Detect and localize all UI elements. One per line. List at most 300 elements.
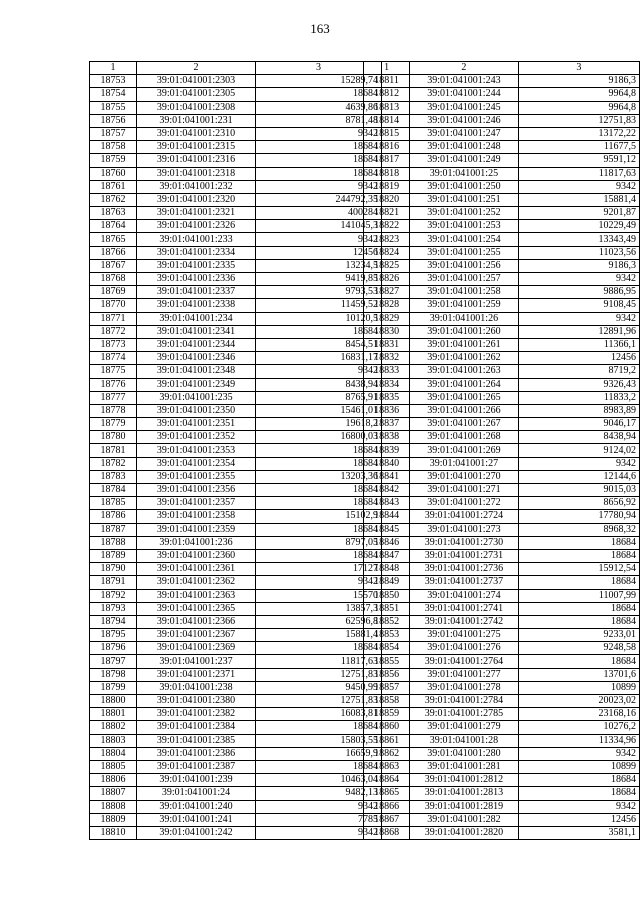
row-number-cell: 18792 <box>90 589 137 602</box>
cadastral-number-cell: 39:01:041001:2357 <box>137 497 256 510</box>
table-row <box>364 563 640 576</box>
row-number-cell: 18836 <box>364 404 410 417</box>
table-row <box>364 259 640 272</box>
cadastral-number-cell: 39:01:041001:261 <box>410 338 519 351</box>
cadastral-number-cell: 39:01:041001:274 <box>410 589 519 602</box>
value-cell: 8797,05 <box>256 536 382 549</box>
value-cell: 18684 <box>518 655 639 668</box>
cadastral-number-cell: 39:01:041001:245 <box>410 101 519 114</box>
row-number-cell: 18859 <box>364 708 410 721</box>
table-row <box>364 708 640 721</box>
cadastral-number-cell: 39:01:041001:2308 <box>137 101 256 114</box>
table-row <box>364 207 640 220</box>
value-cell: 18684 <box>256 549 382 562</box>
table-row <box>90 352 382 365</box>
cadastral-number-cell: 39:01:041001:2362 <box>137 576 256 589</box>
cadastral-number-cell: 39:01:041001:264 <box>410 378 519 391</box>
cadastral-number-cell: 39:01:041001:263 <box>410 365 519 378</box>
cadastral-number-cell: 39:01:041001:254 <box>410 233 519 246</box>
table-row <box>364 233 640 246</box>
cadastral-number-cell: 39:01:041001:266 <box>410 404 519 417</box>
row-number-cell: 18868 <box>364 826 410 839</box>
cadastral-number-cell: 39:01:041001:2346 <box>137 352 256 365</box>
value-cell: 9046,17 <box>518 418 639 431</box>
cadastral-number-cell: 39:01:041001:2369 <box>137 642 256 655</box>
table-row <box>364 813 640 826</box>
cadastral-number-cell: 39:01:041001:2382 <box>137 708 256 721</box>
row-number-cell: 18802 <box>90 721 137 734</box>
table-row <box>90 75 382 88</box>
value-cell: 9342 <box>518 312 639 325</box>
value-cell: 16083,81 <box>256 708 382 721</box>
row-number-cell: 18797 <box>90 655 137 668</box>
value-cell: 9124,02 <box>518 444 639 457</box>
value-cell: 18684 <box>518 774 639 787</box>
table-row <box>90 589 382 602</box>
cadastral-number-cell: 39:01:041001:2320 <box>137 193 256 206</box>
value-cell: 18684 <box>256 154 382 167</box>
row-number-cell: 18801 <box>90 708 137 721</box>
table-row <box>90 299 382 312</box>
row-number-cell: 18857 <box>364 681 410 694</box>
row-number-cell: 18841 <box>364 470 410 483</box>
table-row <box>364 800 640 813</box>
cadastral-number-cell: 39:01:041001:2341 <box>137 325 256 338</box>
row-number-cell: 18767 <box>90 259 137 272</box>
value-cell: 16831,17 <box>256 352 382 365</box>
cadastral-number-cell: 39:01:041001:2785 <box>410 708 519 721</box>
table-row <box>90 734 382 747</box>
table-row <box>364 589 640 602</box>
value-cell: 9482,13 <box>256 787 382 800</box>
row-number-cell: 18812 <box>364 88 410 101</box>
cadastral-number-cell: 39:01:041001:277 <box>410 668 519 681</box>
table-row <box>364 787 640 800</box>
value-cell: 12144,6 <box>518 470 639 483</box>
cadastral-number-cell: 39:01:041001:237 <box>137 655 256 668</box>
table-row <box>364 338 640 351</box>
table-row <box>90 695 382 708</box>
value-cell: 9450,99 <box>256 681 382 694</box>
table-row <box>90 180 382 193</box>
cadastral-number-cell: 39:01:041001:234 <box>137 312 256 325</box>
cadastral-number-cell: 39:01:041001:255 <box>410 246 519 259</box>
value-cell: 18684 <box>256 523 382 536</box>
row-number-cell: 18813 <box>364 101 410 114</box>
row-number-cell: 18840 <box>364 457 410 470</box>
table-row <box>364 325 640 338</box>
value-cell: 11817,63 <box>256 655 382 668</box>
cadastral-number-cell: 39:01:041001:2353 <box>137 444 256 457</box>
table-row <box>364 193 640 206</box>
value-cell: 8781,48 <box>256 114 382 127</box>
cadastral-number-cell: 39:01:041001:2305 <box>137 88 256 101</box>
cadastral-number-cell: 39:01:041001:282 <box>410 813 519 826</box>
cadastral-number-cell: 39:01:041001:24 <box>137 787 256 800</box>
column-header: 2 <box>410 62 519 75</box>
row-number-cell: 18769 <box>90 286 137 299</box>
row-number-cell: 18789 <box>90 549 137 562</box>
row-number-cell: 18794 <box>90 615 137 628</box>
table-row <box>364 273 640 286</box>
row-number-cell: 18806 <box>90 774 137 787</box>
row-number-cell: 18811 <box>364 75 410 88</box>
table-row <box>90 325 382 338</box>
table-row <box>90 470 382 483</box>
value-cell: 8454,51 <box>256 338 382 351</box>
table-row <box>364 523 640 536</box>
cadastral-number-cell: 39:01:041001:2371 <box>137 668 256 681</box>
value-cell: 18684 <box>256 484 382 497</box>
cadastral-number-cell: 39:01:041001:2344 <box>137 338 256 351</box>
cadastral-number-cell: 39:01:041001:2352 <box>137 431 256 444</box>
table-row <box>90 576 382 589</box>
cadastral-number-cell: 39:01:041001:252 <box>410 207 519 220</box>
table-row <box>90 602 382 615</box>
cadastral-number-cell: 39:01:041001:2354 <box>137 457 256 470</box>
table-row <box>90 365 382 378</box>
table-row <box>364 365 640 378</box>
row-number-cell: 18862 <box>364 747 410 760</box>
table-row <box>90 114 382 127</box>
row-number-cell: 18798 <box>90 668 137 681</box>
row-number-cell: 18832 <box>364 352 410 365</box>
table-row <box>364 734 640 747</box>
value-cell: 10463,04 <box>256 774 382 787</box>
value-cell: 18684 <box>256 167 382 180</box>
data-table-left <box>89 61 382 840</box>
cadastral-number-cell: 39:01:041001:271 <box>410 484 519 497</box>
value-cell: 9591,12 <box>518 154 639 167</box>
table-row <box>364 75 640 88</box>
cadastral-number-cell: 39:01:041001:2820 <box>410 826 519 839</box>
table-row <box>364 88 640 101</box>
cadastral-number-cell: 39:01:041001:248 <box>410 141 519 154</box>
cadastral-number-cell: 39:01:041001:242 <box>137 826 256 839</box>
row-number-cell: 18818 <box>364 167 410 180</box>
value-cell: 12456 <box>518 352 639 365</box>
table-row <box>90 826 382 839</box>
cadastral-number-cell: 39:01:041001:2365 <box>137 602 256 615</box>
row-number-cell: 18863 <box>364 760 410 773</box>
row-number-cell: 18809 <box>90 813 137 826</box>
value-cell: 8656,92 <box>518 497 639 510</box>
cadastral-number-cell: 39:01:041001:2351 <box>137 418 256 431</box>
row-number-cell: 18754 <box>90 88 137 101</box>
row-number-cell: 18757 <box>90 127 137 140</box>
cadastral-number-cell: 39:01:041001:2337 <box>137 286 256 299</box>
row-number-cell: 18823 <box>364 233 410 246</box>
cadastral-number-cell: 39:01:041001:278 <box>410 681 519 694</box>
value-cell: 8765,91 <box>256 391 382 404</box>
value-cell: 8968,32 <box>518 523 639 536</box>
value-cell: 12751,83 <box>518 114 639 127</box>
value-cell: 8438,94 <box>518 431 639 444</box>
table-row <box>90 457 382 470</box>
cadastral-number-cell: 39:01:041001:2366 <box>137 615 256 628</box>
table-row <box>364 286 640 299</box>
value-cell: 11007,99 <box>518 589 639 602</box>
table-row <box>90 629 382 642</box>
value-cell: 13203,36 <box>256 470 382 483</box>
value-cell: 23168,16 <box>518 708 639 721</box>
cadastral-number-cell: 39:01:041001:2742 <box>410 615 519 628</box>
row-number-cell: 18829 <box>364 312 410 325</box>
value-cell: 11334,96 <box>518 734 639 747</box>
value-cell: 15461,01 <box>256 404 382 417</box>
cadastral-number-cell: 39:01:041001:2737 <box>410 576 519 589</box>
cadastral-number-cell: 39:01:041001:2784 <box>410 695 519 708</box>
table-row <box>90 615 382 628</box>
value-cell: 19618,2 <box>256 418 382 431</box>
table-row <box>364 312 640 325</box>
cadastral-number-cell: 39:01:041001:2316 <box>137 154 256 167</box>
value-cell: 9342 <box>518 273 639 286</box>
row-number-cell: 18831 <box>364 338 410 351</box>
value-cell: 9342 <box>518 747 639 760</box>
cadastral-number-cell: 39:01:041001:2334 <box>137 246 256 259</box>
table-row <box>364 391 640 404</box>
table-row <box>364 642 640 655</box>
cadastral-number-cell: 39:01:041001:233 <box>137 233 256 246</box>
value-cell: 18684 <box>256 325 382 338</box>
cadastral-number-cell: 39:01:041001:236 <box>137 536 256 549</box>
table-row <box>364 114 640 127</box>
row-number-cell: 18858 <box>364 695 410 708</box>
row-number-cell: 18828 <box>364 299 410 312</box>
table-row <box>364 470 640 483</box>
cadastral-number-cell: 39:01:041001:2303 <box>137 75 256 88</box>
value-cell: 18684 <box>518 576 639 589</box>
table-row <box>364 404 640 417</box>
row-number-cell: 18783 <box>90 470 137 483</box>
value-cell: 10899 <box>518 760 639 773</box>
value-cell: 4639,86 <box>256 101 382 114</box>
row-number-cell: 18865 <box>364 787 410 800</box>
table-row <box>90 220 382 233</box>
cadastral-number-cell: 39:01:041001:262 <box>410 352 519 365</box>
row-number-cell: 18761 <box>90 180 137 193</box>
row-number-cell: 18845 <box>364 523 410 536</box>
value-cell: 13857,3 <box>256 602 382 615</box>
cadastral-number-cell: 39:01:041001:2361 <box>137 563 256 576</box>
table-row <box>364 484 640 497</box>
table-row <box>90 510 382 523</box>
cadastral-number-cell: 39:01:041001:2736 <box>410 563 519 576</box>
table-row <box>90 338 382 351</box>
table-row <box>364 127 640 140</box>
table-row <box>364 615 640 628</box>
value-cell: 18684 <box>256 457 382 470</box>
cadastral-number-cell: 39:01:041001:2356 <box>137 484 256 497</box>
table-row <box>364 655 640 668</box>
cadastral-number-cell: 39:01:041001:251 <box>410 193 519 206</box>
value-cell: 9342 <box>256 233 382 246</box>
cadastral-number-cell: 39:01:041001:2338 <box>137 299 256 312</box>
row-number-cell: 18851 <box>364 602 410 615</box>
cadastral-number-cell: 39:01:041001:267 <box>410 418 519 431</box>
table-row <box>364 668 640 681</box>
row-number-cell: 18849 <box>364 576 410 589</box>
cadastral-number-cell: 39:01:041001:2363 <box>137 589 256 602</box>
cadastral-number-cell: 39:01:041001:2813 <box>410 787 519 800</box>
value-cell: 18684 <box>256 141 382 154</box>
cadastral-number-cell: 39:01:041001:275 <box>410 629 519 642</box>
row-number-cell: 18856 <box>364 668 410 681</box>
cadastral-number-cell: 39:01:041001:2730 <box>410 536 519 549</box>
table-row <box>90 127 382 140</box>
value-cell: 9342 <box>256 576 382 589</box>
table-row <box>364 418 640 431</box>
table-row <box>364 444 640 457</box>
row-number-cell: 18821 <box>364 207 410 220</box>
cadastral-number-cell: 39:01:041001:260 <box>410 325 519 338</box>
table-row <box>364 352 640 365</box>
row-number-cell: 18846 <box>364 536 410 549</box>
value-cell: 12456 <box>518 813 639 826</box>
cadastral-number-cell: 39:01:041001:257 <box>410 273 519 286</box>
value-cell: 20023,02 <box>518 695 639 708</box>
value-cell: 9186,3 <box>518 259 639 272</box>
cadastral-number-cell: 39:01:041001:2380 <box>137 695 256 708</box>
cadastral-number-cell: 39:01:041001:2385 <box>137 734 256 747</box>
row-number-cell: 18804 <box>90 747 137 760</box>
table-row <box>364 576 640 589</box>
table-row <box>90 536 382 549</box>
row-number-cell: 18867 <box>364 813 410 826</box>
cadastral-number-cell: 39:01:041001:25 <box>410 167 519 180</box>
page-number: 163 <box>310 21 330 36</box>
value-cell: 9342 <box>256 800 382 813</box>
cadastral-number-cell: 39:01:041001:2326 <box>137 220 256 233</box>
row-number-cell: 18824 <box>364 246 410 259</box>
row-number-cell: 18758 <box>90 141 137 154</box>
value-cell: 9108,45 <box>518 299 639 312</box>
cadastral-number-cell: 39:01:041001:2367 <box>137 629 256 642</box>
cadastral-number-cell: 39:01:041001:279 <box>410 721 519 734</box>
cadastral-number-cell: 39:01:041001:246 <box>410 114 519 127</box>
cadastral-number-cell: 39:01:041001:281 <box>410 760 519 773</box>
value-cell: 11817,63 <box>518 167 639 180</box>
table-row <box>364 629 640 642</box>
value-cell: 10229,49 <box>518 220 639 233</box>
value-cell: 15881,4 <box>256 629 382 642</box>
cadastral-number-cell: 39:01:041001:276 <box>410 642 519 655</box>
table-row <box>90 747 382 760</box>
row-number-cell: 18756 <box>90 114 137 127</box>
table-row <box>364 101 640 114</box>
value-cell: 12891,96 <box>518 325 639 338</box>
value-cell: 11023,56 <box>518 246 639 259</box>
value-cell: 9964,8 <box>518 101 639 114</box>
row-number-cell: 18810 <box>90 826 137 839</box>
value-cell: 13343,49 <box>518 233 639 246</box>
cadastral-number-cell: 39:01:041001:235 <box>137 391 256 404</box>
row-number-cell: 18770 <box>90 299 137 312</box>
cadastral-number-cell: 39:01:041001:2384 <box>137 721 256 734</box>
row-number-cell: 18843 <box>364 497 410 510</box>
value-cell: 9326,43 <box>518 378 639 391</box>
cadastral-number-cell: 39:01:041001:244 <box>410 88 519 101</box>
cadastral-number-cell: 39:01:041001:259 <box>410 299 519 312</box>
row-number-cell: 18788 <box>90 536 137 549</box>
value-cell: 9201,87 <box>518 207 639 220</box>
table-row <box>364 681 640 694</box>
column-header: 3 <box>518 62 639 75</box>
value-cell: 9342 <box>256 180 382 193</box>
row-number-cell: 18827 <box>364 286 410 299</box>
value-cell: 18684 <box>256 497 382 510</box>
row-number-cell: 18854 <box>364 642 410 655</box>
value-cell: 18684 <box>518 787 639 800</box>
cadastral-number-cell: 39:01:041001:2359 <box>137 523 256 536</box>
row-number-cell: 18860 <box>364 721 410 734</box>
row-number-cell: 18759 <box>90 154 137 167</box>
cadastral-number-cell: 39:01:041001:256 <box>410 259 519 272</box>
cadastral-number-cell: 39:01:041001:243 <box>410 75 519 88</box>
cadastral-number-cell: 39:01:041001:272 <box>410 497 519 510</box>
table-row <box>90 167 382 180</box>
cadastral-number-cell: 39:01:041001:249 <box>410 154 519 167</box>
cadastral-number-cell: 39:01:041001:2386 <box>137 747 256 760</box>
row-number-cell: 18774 <box>90 352 137 365</box>
cadastral-number-cell: 39:01:041001:2764 <box>410 655 519 668</box>
value-cell: 18684 <box>518 615 639 628</box>
row-number-cell: 18782 <box>90 457 137 470</box>
cadastral-number-cell: 39:01:041001:2355 <box>137 470 256 483</box>
value-cell: 18684 <box>256 760 382 773</box>
row-number-cell: 18781 <box>90 444 137 457</box>
table-row <box>90 312 382 325</box>
table-row <box>90 154 382 167</box>
row-number-cell: 18838 <box>364 431 410 444</box>
value-cell: 13234,5 <box>256 259 382 272</box>
table-row <box>364 497 640 510</box>
row-number-cell: 18853 <box>364 629 410 642</box>
value-cell: 244792,35 <box>256 193 382 206</box>
table-row <box>364 431 640 444</box>
table-row <box>90 760 382 773</box>
row-number-cell: 18817 <box>364 154 410 167</box>
value-cell: 18684 <box>256 721 382 734</box>
value-cell: 11366,1 <box>518 338 639 351</box>
cadastral-number-cell: 39:01:041001:238 <box>137 681 256 694</box>
cadastral-number-cell: 39:01:041001:270 <box>410 470 519 483</box>
row-number-cell: 18762 <box>90 193 137 206</box>
table-row <box>90 708 382 721</box>
value-cell: 400284 <box>256 207 382 220</box>
value-cell: 12456 <box>256 246 382 259</box>
table-row <box>90 668 382 681</box>
data-table-right <box>363 61 640 840</box>
row-number-cell: 18786 <box>90 510 137 523</box>
cadastral-number-cell: 39:01:041001:2387 <box>137 760 256 773</box>
value-cell: 9186,3 <box>518 75 639 88</box>
table-row <box>90 563 382 576</box>
table-row <box>364 246 640 259</box>
table-row <box>364 510 640 523</box>
table-row <box>90 193 382 206</box>
cadastral-number-cell: 39:01:041001:2812 <box>410 774 519 787</box>
cadastral-number-cell: 39:01:041001:280 <box>410 747 519 760</box>
row-number-cell: 18793 <box>90 602 137 615</box>
value-cell: 11459,52 <box>256 299 382 312</box>
row-number-cell: 18796 <box>90 642 137 655</box>
table-row <box>90 800 382 813</box>
value-cell: 15912,54 <box>518 563 639 576</box>
value-cell: 9248,58 <box>518 642 639 655</box>
cadastral-number-cell: 39:01:041001:258 <box>410 286 519 299</box>
